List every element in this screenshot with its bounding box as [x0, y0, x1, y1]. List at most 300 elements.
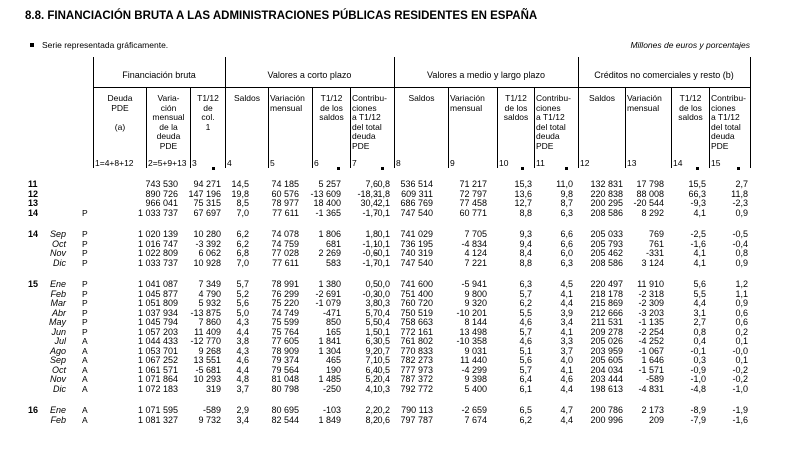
table-row [0, 290, 790, 300]
table-cell: 78 909 [271, 345, 299, 356]
table-cell: 0,3 [377, 298, 390, 308]
table-cell: -0,4 [732, 238, 748, 249]
row-status-flag: A [82, 405, 88, 415]
table-cell: -0,1 [374, 207, 390, 218]
table-cell: 4,1 [560, 326, 573, 337]
table-cell: 7,6 [365, 179, 378, 189]
table-cell: 6,2 [519, 298, 532, 308]
table-cell: 1 033 737 [137, 207, 178, 218]
group-divider [750, 57, 751, 87]
table-cell: 9 268 [198, 345, 221, 356]
row-status-flag: P [82, 257, 88, 268]
table-cell: 200 996 [590, 414, 623, 425]
column-divider [497, 87, 498, 168]
table-cell: 11,8 [731, 188, 748, 199]
table-cell: 1,1 [735, 288, 748, 299]
table-cell: -12 770 [190, 336, 221, 346]
table-cell: 1 485 [318, 374, 341, 384]
column-divider [190, 87, 191, 168]
table-row [0, 328, 790, 338]
table-cell: 5,7 [519, 364, 532, 375]
table-cell: -2 309 [638, 298, 664, 308]
table-cell: 9,2 [365, 345, 378, 356]
table-cell: 80 798 [271, 383, 299, 394]
table-cell: 1 380 [318, 279, 341, 289]
table-cell: 0,8 [377, 179, 390, 189]
table-cell: -1,8 [374, 188, 390, 199]
graphed-series-marker-icon [381, 167, 384, 170]
table-cell: -0,2 [732, 364, 748, 375]
table-cell: 5 932 [198, 298, 221, 308]
table-cell: -1,7 [362, 257, 378, 268]
row-status-flag: P [82, 207, 88, 218]
table-cell: 747 540 [400, 207, 433, 218]
row-status-flag: A [82, 355, 88, 365]
table-cell: -4,8 [690, 383, 706, 394]
group-header: Valores a medio y largo plazo [427, 69, 545, 80]
group-header: Valores a corto plazo [267, 69, 352, 80]
table-cell: 3,7 [560, 345, 573, 356]
table-cell: 88 008 [636, 188, 664, 199]
table-cell: 7,1 [365, 355, 378, 365]
table-cell: 0,6 [735, 307, 748, 318]
table-cell: 7 349 [198, 279, 221, 289]
row-month: Ene [49, 405, 66, 415]
units-label: Millones de euros y porcentajes [630, 40, 750, 50]
table-cell: 0,6 [735, 317, 748, 327]
column-divider [709, 87, 710, 168]
table-cell: 13 551 [193, 355, 221, 365]
table-cell: 94 271 [193, 179, 221, 189]
table-cell: 132 831 [590, 179, 623, 189]
table-cell: 9 732 [198, 414, 221, 425]
table-row [0, 249, 790, 259]
column-divider [671, 87, 672, 168]
table-cell: 5,7 [236, 279, 249, 289]
table-cell: 4,6 [519, 317, 532, 327]
table-cell: 11 910 [637, 279, 664, 289]
table-cell: 2,1 [377, 198, 390, 208]
table-cell: -10 358 [456, 336, 487, 346]
table-cell: 3,8 [236, 336, 249, 346]
table-cell: -1 079 [315, 298, 341, 308]
table-cell: 74 078 [271, 229, 299, 239]
row-year: 15 [28, 279, 39, 289]
table-cell: -2 659 [461, 405, 487, 415]
table-cell: 81 048 [271, 374, 299, 384]
table-cell: 4,4 [560, 414, 573, 425]
table-cell: 4,4 [236, 364, 249, 375]
column-divider [93, 87, 94, 168]
table-cell: 3,4 [560, 317, 573, 327]
table-cell: 741 600 [400, 279, 433, 289]
row-month: Jun [51, 326, 66, 337]
table-cell: 75 599 [271, 317, 299, 327]
table-cell: 75 315 [193, 198, 221, 208]
table-cell: 750 519 [400, 307, 433, 318]
table-cell: 5,6 [236, 298, 249, 308]
table-cell: 966 041 [145, 198, 178, 208]
table-cell: 74 759 [271, 238, 299, 249]
table-cell: 0,8 [693, 326, 706, 337]
table-cell: 3,4 [236, 414, 249, 425]
table-cell: -589 [202, 405, 221, 415]
column-header: T1/12 de los saldos [319, 93, 344, 122]
table-cell: 30,4 [360, 198, 378, 208]
row-month: Dic [53, 383, 66, 394]
table-cell: -103 [322, 405, 341, 415]
page-title: 8.8. FINANCIACIÓN BRUTA A LAS ADMINISTRACIONES PÚBLICAS RESIDENTES EN ESPAÑA [25, 10, 538, 22]
table-cell: 8,8 [519, 207, 532, 218]
table-cell: -18,3 [357, 188, 378, 199]
row-month: Sep [49, 355, 66, 365]
table-cell: 777 973 [400, 364, 433, 375]
table-cell: -3 392 [195, 238, 221, 249]
table-cell: 15,3 [514, 179, 532, 189]
table-cell: 10 293 [193, 374, 221, 384]
table-cell: -331 [645, 248, 664, 258]
table-cell: -0,0 [732, 345, 748, 356]
graphed-series-marker-icon [212, 167, 215, 170]
table-cell: 5,5 [693, 288, 706, 299]
table-cell: -2 691 [315, 288, 341, 299]
table-cell: 2,7 [735, 179, 748, 189]
table-cell: -5 941 [461, 279, 487, 289]
table-cell: 18 400 [313, 198, 341, 208]
row-status-flag: A [82, 374, 88, 384]
row-status-flag: P [82, 326, 88, 337]
graphed-series-marker-icon [696, 167, 699, 170]
table-cell: -1,0 [690, 374, 706, 384]
table-cell: -1,0 [732, 383, 748, 394]
table-cell: -2,5 [690, 229, 706, 239]
column-number: 11 [536, 158, 545, 168]
table-cell: 9 320 [464, 298, 487, 308]
row-month: Ago [49, 345, 66, 356]
table-cell: 3,1 [693, 307, 706, 318]
column-number: 7 [352, 158, 357, 168]
row-status-flag: P [82, 238, 88, 249]
table-cell: 1 061 571 [137, 364, 178, 375]
table-cell: -0,1 [374, 238, 390, 249]
table-cell: 5,7 [519, 288, 532, 299]
group-header: Créditos no comerciales y resto (b) [594, 69, 734, 80]
table-cell: 1 849 [318, 414, 341, 425]
column-header: Variación mensual [450, 93, 485, 113]
table-cell: 7 705 [464, 229, 487, 239]
table-cell: 0,7 [377, 345, 390, 356]
table-cell: 1 841 [318, 336, 341, 346]
table-cell: 14,5 [231, 179, 249, 189]
table-cell: 0,4 [377, 307, 390, 318]
table-cell: 4,1 [693, 207, 706, 218]
table-cell: 78 991 [271, 279, 299, 289]
table-cell: 0,4 [693, 336, 706, 346]
table-cell: 9 800 [464, 288, 487, 299]
graphed-series-marker-icon [337, 167, 340, 170]
table-row [0, 190, 790, 200]
table-cell: 4,1 [693, 257, 706, 268]
table-cell: 0,4 [377, 317, 390, 327]
table-cell: -1,6 [690, 238, 706, 249]
table-cell: 6,8 [236, 248, 249, 258]
table-cell: 1 806 [318, 229, 341, 239]
group-header: Financiación bruta [122, 69, 196, 80]
table-cell: 1 037 934 [137, 307, 178, 318]
table-cell: 1 071 595 [137, 405, 178, 415]
table-cell: -2 254 [638, 326, 664, 337]
table-cell: 5,7 [365, 307, 378, 318]
table-cell: -471 [322, 307, 341, 318]
table-cell: 17 798 [636, 179, 664, 189]
row-status-flag: P [82, 298, 88, 308]
table-cell: 10 928 [193, 257, 221, 268]
table-cell: 7 674 [464, 414, 487, 425]
row-status-flag: P [82, 279, 88, 289]
table-cell: 5,6 [693, 279, 706, 289]
table-row [0, 385, 790, 395]
table-cell: 74 749 [271, 307, 299, 318]
table-cell: 3 124 [641, 257, 664, 268]
table-cell: 205 793 [590, 238, 623, 249]
table-cell: 205 033 [590, 229, 623, 239]
table-cell: 2,2 [365, 405, 378, 415]
row-month: Abr [51, 307, 66, 318]
table-row [0, 199, 790, 209]
table-cell: 203 959 [590, 345, 623, 356]
table-cell: 0,2 [735, 326, 748, 337]
table-cell: 319 [205, 383, 221, 394]
row-status-flag: A [82, 414, 88, 425]
table-cell: 13 498 [459, 326, 487, 337]
table-cell: 3,9 [560, 307, 573, 318]
table-cell: 1 067 252 [137, 355, 178, 365]
table-cell: 747 540 [400, 257, 433, 268]
column-header: Saldos [589, 93, 615, 103]
table-cell: 0,9 [735, 207, 748, 218]
table-cell: 741 029 [400, 229, 433, 239]
row-month: Feb [50, 414, 66, 425]
table-cell: 6,5 [519, 405, 532, 415]
table-cell: 76 299 [271, 288, 299, 299]
header-divider [93, 87, 750, 88]
table-cell: 8 292 [641, 207, 664, 218]
column-number: 9 [450, 158, 455, 168]
table-cell: 1 033 737 [137, 257, 178, 268]
table-cell: -1,9 [732, 405, 748, 415]
column-divider [394, 87, 395, 168]
table-cell: 4,6 [236, 355, 249, 365]
table-cell: 782 273 [400, 355, 433, 365]
table-row [0, 356, 790, 366]
table-cell: 797 787 [400, 414, 433, 425]
column-number: 6 [314, 158, 319, 168]
row-month: Oct [51, 238, 66, 249]
table-cell: 200 295 [590, 198, 623, 208]
table-cell: 5,5 [519, 307, 532, 318]
table-row [0, 299, 790, 309]
table-cell: 77 028 [271, 248, 299, 258]
table-cell: 9,4 [519, 238, 532, 249]
table-cell: 4,5 [560, 279, 573, 289]
row-month: Nov [49, 248, 66, 258]
table-row [0, 259, 790, 269]
table-cell: 0,5 [377, 364, 390, 375]
table-cell: -0,5 [732, 229, 748, 239]
table-cell: 1 081 327 [137, 414, 178, 425]
table-cell: 200 786 [590, 405, 623, 415]
table-cell: 208 586 [590, 257, 623, 268]
table-cell: 1 022 809 [137, 248, 178, 258]
column-divider [312, 87, 313, 168]
column-number: 10 [499, 158, 509, 168]
table-cell: 0,1 [377, 229, 390, 239]
column-header: Variación mensual [627, 93, 662, 113]
table-cell: 211 531 [591, 317, 623, 327]
row-status-flag: P [82, 229, 88, 239]
row-month: Feb [50, 288, 66, 299]
square-bullet-icon [30, 43, 34, 47]
table-cell: 66,3 [688, 188, 706, 199]
table-cell: 4,0 [560, 355, 573, 365]
table-cell: 190 [325, 364, 341, 375]
table-cell: 4,4 [560, 383, 573, 394]
column-divider [448, 87, 449, 168]
table-cell: 2,9 [236, 405, 249, 415]
table-cell: 205 605 [590, 355, 623, 365]
row-status-flag: A [82, 336, 88, 346]
table-cell: -2,3 [732, 198, 748, 208]
table-cell: 9 398 [464, 374, 487, 384]
table-cell: 5 400 [464, 383, 487, 394]
row-status-flag: P [82, 317, 88, 327]
column-number: 15 [711, 158, 721, 168]
column-header: Saldos [408, 93, 435, 103]
column-header: Contribu- ciones a T1/12 del total deuda PDE [711, 93, 746, 151]
table-cell: 736 195 [400, 238, 433, 249]
column-number: 5 [270, 158, 275, 168]
graph-note [30, 40, 168, 50]
table-cell: 19,8 [231, 188, 249, 199]
column-number: 12 [580, 158, 590, 168]
table-cell: 75 764 [271, 326, 299, 337]
table-cell: -9,3 [690, 198, 706, 208]
table-cell: 790 113 [401, 405, 433, 415]
table-cell: -7,9 [690, 414, 706, 425]
table-cell: 0,9 [735, 257, 748, 268]
table-cell: 0,3 [377, 383, 390, 394]
column-divider [578, 87, 579, 168]
table-cell: 1 053 701 [137, 345, 178, 356]
table-cell: 792 772 [400, 383, 433, 394]
table-cell: 6,3 [519, 279, 532, 289]
table-cell: 13,6 [514, 188, 532, 199]
graphed-series-marker-icon [737, 167, 740, 170]
row-status-flag: A [82, 345, 88, 356]
table-cell: 772 161 [400, 326, 433, 337]
row-year: 13 [28, 198, 39, 208]
table-cell: 82 544 [271, 414, 299, 425]
table-cell: 78 977 [271, 198, 299, 208]
table-cell: 203 444 [590, 374, 623, 384]
row-year: 14 [28, 207, 39, 218]
table-cell: 6 062 [198, 248, 221, 258]
table-cell: 5,2 [365, 374, 378, 384]
table-cell: -0,0 [374, 288, 390, 299]
table-row [0, 240, 790, 250]
table-cell: 79 374 [271, 355, 299, 365]
table-cell: 1 304 [318, 345, 341, 356]
graphed-series-marker-icon [565, 167, 568, 170]
table-cell: 770 833 [400, 345, 433, 356]
table-cell: 4,6 [560, 374, 573, 384]
row-month: Oct [51, 364, 66, 375]
table-cell: -13 609 [310, 188, 341, 199]
table-cell: 77 458 [459, 198, 487, 208]
column-header: T1/12 de los saldos [678, 93, 703, 122]
column-number: 3 [192, 158, 197, 168]
table-cell: 8 144 [464, 317, 487, 327]
table-cell: 12,7 [514, 198, 532, 208]
table-cell: 60 576 [271, 188, 299, 199]
table-cell: 1 051 809 [137, 298, 178, 308]
column-divider [225, 87, 226, 168]
table-cell: 3,8 [365, 298, 378, 308]
table-cell: 77 611 [272, 257, 299, 268]
table-cell: 2 269 [318, 248, 341, 258]
table-cell: 71 217 [459, 179, 487, 189]
table-cell: 761 [648, 238, 664, 249]
table-cell: -250 [322, 383, 341, 394]
table-cell: 1 045 877 [137, 288, 178, 299]
table-cell: 9,8 [560, 188, 573, 199]
table-row [0, 406, 790, 416]
table-cell: 165 [325, 326, 341, 337]
table-cell: 0,1 [735, 355, 748, 365]
table-cell: 1 016 747 [137, 238, 178, 249]
table-cell: -4 834 [461, 238, 487, 249]
table-cell: 8,2 [365, 414, 378, 425]
table-cell: 0,9 [735, 298, 748, 308]
table-cell: -2 318 [638, 288, 664, 299]
table-cell: 1 057 203 [137, 326, 178, 337]
table-cell: 751 400 [400, 288, 433, 299]
row-status-flag: A [82, 364, 88, 375]
column-divider [534, 87, 535, 168]
table-cell: -0,1 [374, 248, 390, 258]
table-cell: 0,8 [735, 248, 748, 258]
table-cell: 10 280 [193, 229, 221, 239]
table-cell: 1,2 [735, 279, 748, 289]
table-cell: 0,6 [377, 414, 390, 425]
row-year: 11 [28, 179, 38, 189]
table-row [0, 180, 790, 190]
table-cell: -5 681 [195, 364, 221, 375]
column-number: 1=4+8+12 [95, 158, 134, 168]
table-cell: -1 135 [638, 317, 664, 327]
table-cell: -0,6 [362, 248, 378, 258]
table-cell: 6,2 [236, 238, 249, 249]
table-cell: -0,1 [374, 257, 390, 268]
table-cell: 0,1 [735, 336, 748, 346]
table-cell: 787 372 [400, 374, 433, 384]
table-cell: 1 041 087 [137, 279, 178, 289]
table-cell: 0,4 [377, 374, 390, 384]
table-cell: 218 178 [590, 288, 623, 299]
table-cell: 5,7 [519, 326, 532, 337]
table-cell: 11 409 [194, 326, 221, 337]
column-number: 13 [627, 158, 637, 168]
